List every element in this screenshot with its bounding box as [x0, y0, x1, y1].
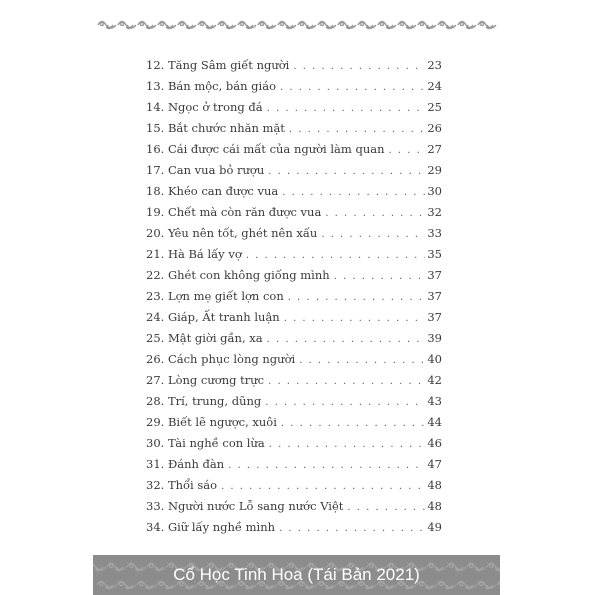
- dot-leader: [281, 418, 425, 429]
- ornament-dot: [340, 22, 343, 25]
- toc-entry[interactable]: [146, 499, 442, 520]
- toc-entry-title: 34. Giữ lấy nghề mình: [146, 520, 276, 534]
- ornament-dot: [360, 22, 363, 25]
- toc-entry-page: 27: [427, 142, 442, 156]
- toc-entry-page: 33: [427, 226, 442, 240]
- toc-entry-page: 25: [427, 100, 442, 114]
- toc-entry-title: 25. Mật giời gần, xa: [146, 331, 263, 345]
- toc-entry[interactable]: [146, 184, 442, 205]
- toc-entry[interactable]: [146, 226, 442, 247]
- dot-leader: [289, 124, 425, 135]
- ornament-dot: [320, 22, 323, 25]
- toc-entry-page: 44: [427, 415, 442, 429]
- toc-entry[interactable]: [146, 310, 442, 331]
- book-title: Cổ Học Tinh Hoa (Tái Bản 2021): [173, 565, 420, 584]
- toc-entry-page: 49: [427, 520, 442, 534]
- dot-leader: [288, 292, 426, 303]
- toc-entry-page: 32: [427, 205, 442, 219]
- toc-entry-title: 17. Can vua bỏ rượu: [146, 163, 265, 177]
- toc-entry[interactable]: [146, 373, 442, 394]
- toc-entry-page: 35: [427, 247, 442, 261]
- dot-leader: [228, 460, 425, 471]
- dot-leader: [267, 103, 426, 114]
- toc-entry-page: 30: [427, 184, 442, 198]
- dot-leader: [279, 523, 425, 534]
- ornament-dot: [200, 22, 203, 25]
- dot-leader: [280, 82, 425, 93]
- ornament-dot: [460, 22, 463, 25]
- ornament-dot: [120, 22, 123, 25]
- dot-leader: [282, 187, 425, 198]
- dot-leader: [268, 166, 425, 177]
- ornament-dot: [380, 22, 383, 25]
- toc-entry-title: 26. Cách phục lòng người: [146, 352, 296, 366]
- toc-entry-title: 24. Giáp, Ất tranh luận: [146, 310, 280, 324]
- ornament-dot: [440, 22, 443, 25]
- toc-entry-title: 21. Hà Bá lấy vợ: [146, 247, 242, 261]
- dot-leader: [221, 481, 425, 492]
- toc-entry-title: 23. Lợn mẹ giết lợn con: [146, 289, 284, 303]
- ornament-dot: [140, 22, 143, 25]
- ornament-dot: [220, 22, 223, 25]
- dot-leader: [321, 229, 425, 240]
- toc-entry[interactable]: [146, 436, 442, 457]
- toc-entry-title: 29. Biết lẽ ngược, xuôi: [146, 415, 277, 429]
- dot-leader: [325, 208, 425, 219]
- toc-entry-title: 27. Lòng cương trực: [146, 373, 265, 387]
- toc-entry-page: 39: [427, 331, 442, 345]
- toc-entry[interactable]: [146, 289, 442, 310]
- toc-entry[interactable]: [146, 142, 442, 163]
- footer-banner: [93, 555, 500, 595]
- toc-entry-page: 40: [427, 352, 442, 366]
- toc-entry-title: 20. Yêu nên tốt, ghét nên xấu: [146, 226, 318, 240]
- toc-entry-page: 24: [427, 79, 442, 93]
- dot-leader: [268, 376, 425, 387]
- ornament-dot: [240, 22, 243, 25]
- toc-entry-page: 42: [427, 373, 442, 387]
- toc-entry-title: 13. Bán mộc, bán giáo: [146, 79, 276, 93]
- ornament-dot: [300, 22, 303, 25]
- toc-entry[interactable]: [146, 520, 442, 541]
- dot-leader: [265, 397, 425, 408]
- toc-entry[interactable]: [146, 415, 442, 436]
- toc-entry-title: 14. Ngọc ở trong đá: [146, 100, 263, 114]
- toc-entry-page: 37: [427, 289, 442, 303]
- dot-leader: [267, 334, 426, 345]
- toc-entry[interactable]: [146, 352, 442, 373]
- toc-entry-page: 48: [427, 478, 442, 492]
- toc-entry-page: 37: [427, 268, 442, 282]
- table-of-contents: [146, 58, 442, 541]
- ornament-dot: [160, 22, 163, 25]
- toc-entry[interactable]: [146, 268, 442, 289]
- toc-entry-title: 31. Đánh đàn: [146, 457, 225, 471]
- toc-entry-title: 18. Khéo can được vua: [146, 184, 279, 198]
- toc-entry[interactable]: [146, 58, 442, 79]
- decorative-border-top: [96, 13, 498, 35]
- ornament-dot: [480, 22, 483, 25]
- toc-entry-title: 15. Bắt chước nhăn mặt: [146, 121, 285, 135]
- toc-entry-page: 46: [427, 436, 442, 450]
- toc-entry-title: 30. Tài nghề con lừa: [146, 436, 265, 450]
- toc-entry[interactable]: [146, 478, 442, 499]
- toc-entry[interactable]: [146, 394, 442, 415]
- toc-entry-page: 26: [427, 121, 442, 135]
- ornament-dot: [400, 22, 403, 25]
- dot-leader: [284, 313, 426, 324]
- toc-entry[interactable]: [146, 247, 442, 268]
- toc-entry-page: 29: [427, 163, 442, 177]
- toc-entry[interactable]: [146, 331, 442, 352]
- toc-entry-page: 23: [427, 58, 442, 72]
- dot-leader: [293, 61, 425, 72]
- toc-entry[interactable]: [146, 79, 442, 100]
- dot-leader: [334, 271, 426, 282]
- ornament-dot: [100, 22, 103, 25]
- toc-entry-title: 28. Trí, trung, dũng: [146, 394, 262, 408]
- toc-entry-title: 19. Chết mà còn răn được vua: [146, 205, 322, 219]
- toc-entry-title: 12. Tăng Sâm giết người: [146, 58, 290, 72]
- toc-entry-title: 22. Ghét con không giống mình: [146, 268, 330, 282]
- toc-entry[interactable]: [146, 163, 442, 184]
- ornament-dot: [280, 22, 283, 25]
- ornament-dot: [260, 22, 263, 25]
- toc-entry-page: 37: [427, 310, 442, 324]
- dot-leader: [246, 250, 426, 261]
- toc-entry-title: 32. Thổi sáo: [146, 478, 218, 492]
- dot-leader: [347, 502, 425, 513]
- toc-entry-title: 33. Người nước Lỗ sang nước Việt: [146, 499, 344, 513]
- toc-entry[interactable]: [146, 100, 442, 121]
- toc-entry-page: 48: [427, 499, 442, 513]
- dot-leader: [389, 145, 426, 156]
- ornament-dot: [180, 22, 183, 25]
- dot-leader: [269, 439, 426, 450]
- toc-entry-page: 47: [427, 457, 442, 471]
- toc-entry[interactable]: [146, 205, 442, 226]
- toc-entry-title: 16. Cái được cái mất của người làm quan: [146, 142, 385, 156]
- dot-leader: [299, 355, 425, 366]
- toc-entry[interactable]: [146, 457, 442, 478]
- toc-entry-page: 43: [427, 394, 442, 408]
- toc-entry[interactable]: [146, 121, 442, 142]
- ornament-dot: [420, 22, 423, 25]
